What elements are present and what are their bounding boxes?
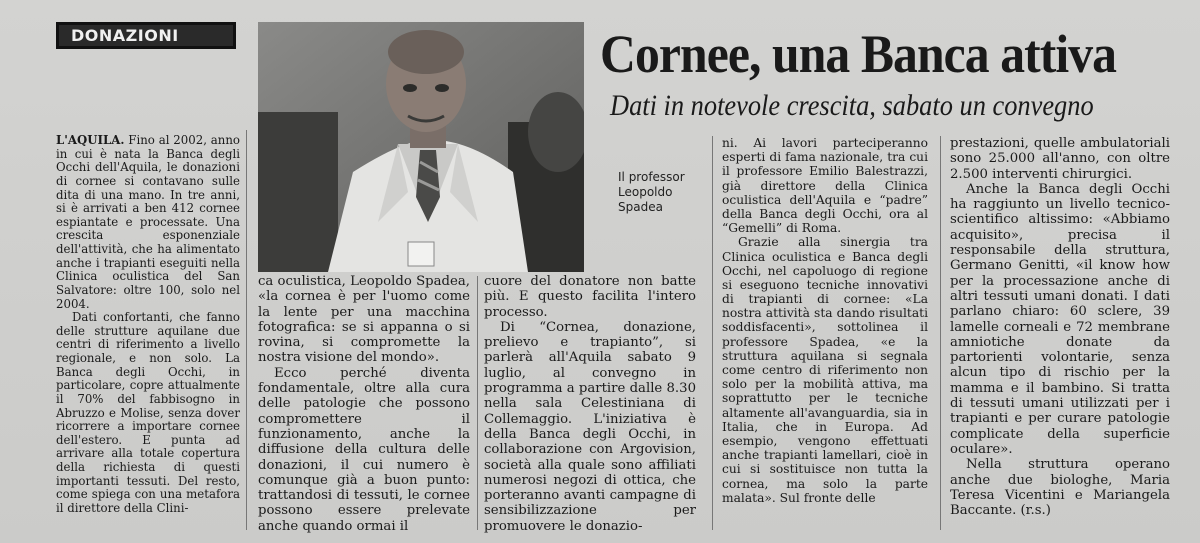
dateline: L'AQUILA.	[56, 133, 125, 147]
article-paragraph	[56, 134, 240, 311]
caption-line: Spadea	[618, 200, 663, 214]
article-column-4	[722, 136, 928, 505]
column-divider	[477, 276, 478, 530]
article-column-1	[56, 134, 240, 516]
column-divider	[712, 136, 713, 530]
subheadline: Dati in notevole crescita, sabato un convegno	[610, 89, 1094, 122]
caption-line: Leopoldo	[618, 185, 673, 199]
headline: Cornee, una Banca attiva	[600, 24, 1117, 84]
photo-caption	[618, 170, 718, 215]
article-column-5	[950, 136, 1170, 518]
article-paragraph: Di “Cornea, donazione, prelievo e trapianto”, si parlerà all'Aquila sabato 9 luglio, al convegno in programma a partire dalle 8.30 nella sala Celestiniana di Collemaggio. L'iniziativa è della Banca degli Occhi, in collaborazione con Argovision, società alla quale sono affiliati numerosi negozi di ottica, che porteranno avanti campagne di sensibilizzazione per promuovere le donazio-	[484, 319, 696, 534]
article-column-3	[484, 274, 696, 534]
article-paragraph: Nella struttura operano anche due biologhe, Maria Teresa Vicentini e Mariangela Baccante. (r.s.)	[950, 457, 1170, 519]
article-paragraph: prestazioni, quelle ambulatoriali sono 25.000 all'anno, con oltre 2.500 interventi chirurgici.	[950, 136, 1170, 182]
article-paragraph: cuore del donatore non batte più. E questo facilita l'intero processo.	[484, 274, 696, 320]
column-divider	[940, 136, 941, 530]
article-paragraph: Dati confortanti, che fanno delle strutture aquilane due centri di riferimento a livello regionale, e non solo. La Banca degli Occhi, in particolare, copre attualmente il 70% del fabbisogno in Abruzzo e Molise, senza dover ricorrere a importare cornee dell'estero. E punta ad arrivare alla totale copertura della richiesta di questi importanti tessuti. Del resto, come spiega con una metafora il direttore della Clini-	[56, 310, 240, 515]
article-paragraph: Grazie alla sinergia tra Clinica oculistica e Banca degli Occhi, nel capoluogo di regione si eseguono tecniche innovativi di trapianti di cornee: «La nostra attività sta dando risultati soddisfacenti», sottolinea il professore Spadea, «e la struttura aquilana si segnala come centro di riferimento non solo per la mobilità attiva, ma soprattutto per le tecniche altamente all'avanguardia, sia in Italia, che in Europa. Ad esempio, vengono effettuati anche trapianti lamellari, cioè in cui si sostituisce non tutta la cornea, ma solo la parte malata». Sul fronte delle	[722, 235, 928, 505]
portrait-photo	[258, 22, 584, 272]
section-kicker: DONAZIONI	[56, 22, 236, 49]
portrait-photo-icon	[258, 22, 584, 272]
article-paragraph: ca oculistica, Leopoldo Spadea, «la cornea è per l'uomo come la lente per una macchina fotografica: se si appanna o si rovina, si compromette la nostra visione del mondo».	[258, 274, 470, 366]
paragraph-text: Fino al 2002, anno in cui è nata la Banca degli Occhi dell'Aquila, le donazioni di cornee si contavano sulle dita di una mano. In tre anni, si è arrivati a ben 412 cornee espiantate e processate. Una crescita esponenziale dell'attività, che ha alimentato anche i trapianti eseguiti nella Clinica oculistica del San Salvatore: oltre 100, solo nel 2004.	[56, 133, 240, 311]
article-paragraph: Ecco perché diventa fondamentale, oltre alla cura delle patologie che possono compromettere il funzionamento, anche la diffusione della cultura delle donazioni, il cui numero è comunque già a buon punto: trattandosi di tessuti, le cornee possono essere prelevate anche quando ormai il	[258, 365, 470, 534]
column-divider	[246, 130, 247, 530]
caption-line: Il professor	[618, 170, 685, 184]
article-column-2	[258, 274, 470, 534]
article-paragraph: Anche la Banca degli Occhi ha raggiunto un livello tecnico-scientifico altissimo: «Abbiamo acquisito», precisa il responsabile della struttura, Germano Genitti, «il know how per la processazione anche di altri tessuti umani donati. I dati parlano chiaro: 60 sclere, 39 lamelle corneali e 72 membrane amniotiche donate da partorienti volontarie, senza alcun tipo di rischio per la mamma e il bambino. Si tratta di tessuti umani utilizzati per i trapianti e per curare patologie complicate della superficie oculare».	[950, 181, 1170, 457]
article-paragraph: ni. Ai lavori parteciperanno esperti di fama nazionale, tra cui il professore Emilio Balestrazzi, già direttore della Clinica oculistica dell'Aquila e “padre” della Banca degli Occhi, ora al “Gemelli” di Roma.	[722, 136, 928, 236]
